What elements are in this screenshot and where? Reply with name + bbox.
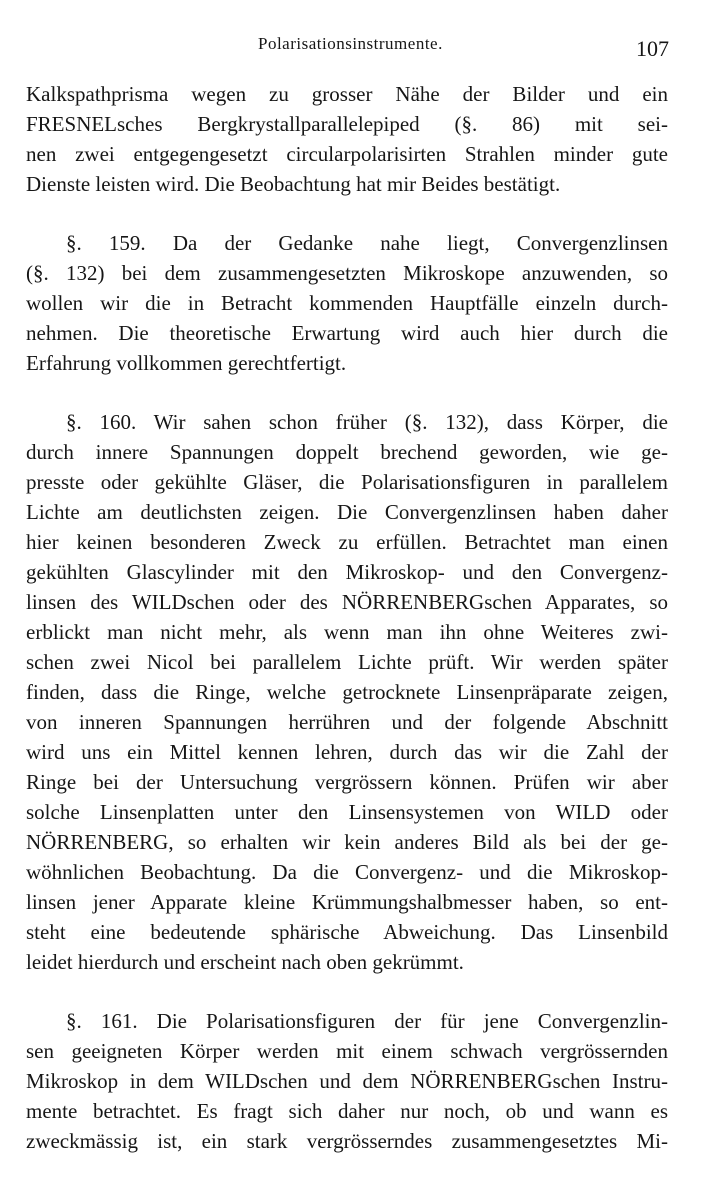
text-line: Lichte am deutlichsten zeigen. Die Convergenzlinsen haben daher bbox=[26, 500, 668, 524]
text-line: FRESNELsches Bergkrystallparallelepiped (§. 86) mit sei- bbox=[26, 112, 668, 136]
paragraph-161 bbox=[26, 1006, 668, 1156]
text-line: nen zwei entgegengesetzt circularpolarisirten Strahlen minder gute bbox=[26, 142, 668, 166]
paragraph-160 bbox=[26, 407, 668, 977]
page-number: 107 bbox=[636, 36, 669, 61]
running-title: Polarisationsinstrumente. bbox=[258, 34, 443, 53]
text-line: von inneren Spannungen herrühren und der folgende Abschnitt bbox=[26, 710, 668, 734]
text-line: gekühlten Glascylinder mit den Mikroskop- und den Convergenz- bbox=[26, 560, 668, 584]
text-line: zweckmässig ist, ein stark vergrösserndes zusammengesetztes Mi- bbox=[26, 1129, 668, 1153]
body-text bbox=[26, 79, 668, 1156]
text-line: presste oder gekühlte Gläser, die Polarisationsfiguren in parallelem bbox=[26, 470, 668, 494]
text-line: solche Linsenplatten unter den Linsensystemen von WILD oder bbox=[26, 800, 668, 824]
text-line: Mikroskop in dem WILDschen und dem NÖRRENBERGschen Instru- bbox=[26, 1069, 668, 1093]
text-line: erblickt man nicht mehr, als wenn man ihn ohne Weiteres zwi- bbox=[26, 620, 668, 644]
text-line: Kalkspathprisma wegen zu grosser Nähe der Bilder und ein bbox=[26, 82, 668, 106]
text-line: (§. 132) bei dem zusammengesetzten Mikroskope anzuwenden, so bbox=[26, 261, 668, 285]
text-line: linsen jener Apparate kleine Krümmungshalbmesser haben, so ent- bbox=[26, 890, 668, 914]
paragraph-continuation bbox=[26, 79, 668, 199]
running-header bbox=[0, 34, 709, 62]
text-line: §. 159. Da der Gedanke nahe liegt, Convergenzlinsen bbox=[66, 231, 668, 255]
text-line: hier keinen besonderen Zweck zu erfüllen. Betrachtet man einen bbox=[26, 530, 668, 554]
text-line: leidet hierdurch und erscheint nach oben gekrümmt. bbox=[26, 950, 464, 974]
paragraph-159 bbox=[26, 228, 668, 378]
text-line: mente betrachtet. Es fragt sich daher nur noch, ob und wann es bbox=[26, 1099, 668, 1123]
text-line: wöhnlichen Beobachtung. Da die Convergenz- und die Mikroskop- bbox=[26, 860, 668, 884]
text-line: finden, dass die Ringe, welche getrocknete Linsenpräparate zeigen, bbox=[26, 680, 668, 704]
text-line: nehmen. Die theoretische Erwartung wird auch hier durch die bbox=[26, 321, 668, 345]
text-line: NÖRRENBERG, so erhalten wir kein anderes Bild als bei der ge- bbox=[26, 830, 668, 854]
text-line: Dienste leisten wird. Die Beobachtung hat mir Beides bestätigt. bbox=[26, 172, 561, 196]
text-line: linsen des WILDschen oder des NÖRRENBERGschen Apparates, so bbox=[26, 590, 668, 614]
text-line: Ringe bei der Untersuchung vergrössern können. Prüfen wir aber bbox=[26, 770, 668, 794]
text-line: §. 160. Wir sahen schon früher (§. 132), dass Körper, die bbox=[66, 410, 668, 434]
text-line: sen geeigneten Körper werden mit einem schwach vergrössernden bbox=[26, 1039, 668, 1063]
text-line: schen zwei Nicol bei parallelem Lichte prüft. Wir werden später bbox=[26, 650, 668, 674]
text-line: wird uns ein Mittel kennen lehren, durch das wir die Zahl der bbox=[26, 740, 668, 764]
text-line: wollen wir die in Betracht kommenden Hauptfälle einzeln durch- bbox=[26, 291, 668, 315]
text-line: steht eine bedeutende sphärische Abweichung. Das Linsenbild bbox=[26, 920, 668, 944]
text-line: Erfahrung vollkommen gerechtfertigt. bbox=[26, 351, 347, 375]
text-line: durch innere Spannungen doppelt brechend geworden, wie ge- bbox=[26, 440, 668, 464]
text-line: §. 161. Die Polarisationsfiguren der für jene Convergenzlin- bbox=[66, 1009, 668, 1033]
